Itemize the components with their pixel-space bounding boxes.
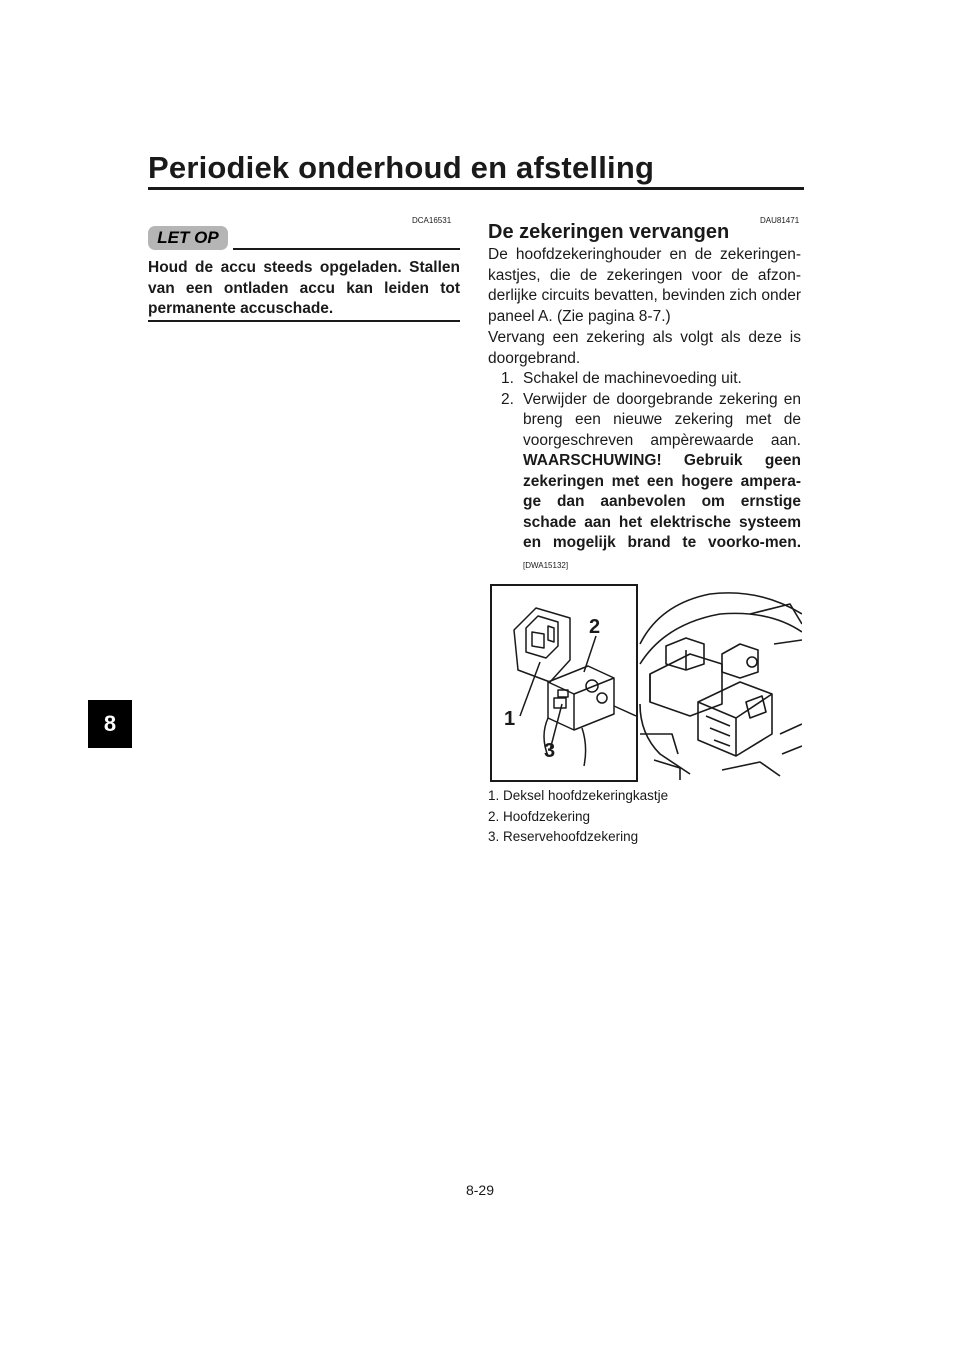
warning-code: [DWA15132] bbox=[523, 560, 569, 570]
instruction-paragraph: Vervang een zekering als volgt als deze is doorgebrand. bbox=[488, 329, 801, 367]
step-number: 1. bbox=[501, 370, 514, 387]
fuse-box-figure bbox=[490, 584, 802, 780]
callout-2: 2 bbox=[589, 616, 601, 638]
list-item: 2. Hoofdzekering bbox=[488, 808, 591, 824]
section-code: DAU81471 bbox=[760, 216, 800, 225]
step-text: Schakel de machinevoeding uit. bbox=[523, 370, 742, 387]
list-item: 3. Reservehoofdzekering bbox=[488, 829, 639, 844]
title-rule bbox=[148, 187, 804, 190]
intro-paragraph: De hoofdzekeringhouder en de zekeringen-kastjes, die de zekeringen voor de afzon-derlijke circuits bevatten, bevinden zich onder paneel A. (Zie pagina 8-7.) bbox=[488, 246, 801, 325]
fuse-holder-illustration bbox=[492, 586, 636, 780]
figure-caption-list bbox=[488, 786, 668, 848]
notice-rule-top bbox=[233, 248, 460, 250]
list-item bbox=[488, 390, 801, 577]
page-number: 8-29 bbox=[465, 1182, 495, 1198]
list-item bbox=[488, 369, 801, 390]
chapter-tab: 8 bbox=[88, 700, 132, 748]
step-text: Verwijder de doorgebrande zekering en breng een nieuwe zekering met de voorgeschreven ampèrewaarde aan. bbox=[523, 390, 801, 449]
notice-label: LET OP bbox=[148, 226, 228, 250]
notice-rule-bottom bbox=[148, 320, 460, 322]
page-title: Periodiek onderhoud en afstelling bbox=[148, 150, 655, 185]
list-item: 1. Deksel hoofdzekeringkastje bbox=[488, 788, 669, 803]
notice-text: Houd de accu steeds opgeladen. Stallen van een ontladen accu kan leiden tot permanente accuschade. bbox=[148, 259, 460, 317]
callout-1: 1 bbox=[504, 708, 516, 730]
section-heading: De zekeringen vervangen bbox=[488, 221, 730, 243]
caution-code: DCA16531 bbox=[412, 216, 452, 225]
callout-3: 3 bbox=[544, 740, 556, 762]
warning-text: WAARSCHUWING! Gebruik geen zekeringen met een hogere ampera-ge dan aanbevolen om ernstige schade aan het elektrische systeem en mogelijk brand te voorko-men. bbox=[523, 452, 801, 551]
inset-detail bbox=[490, 584, 638, 782]
steps-list bbox=[488, 369, 801, 576]
step-number: 2. bbox=[501, 390, 514, 408]
